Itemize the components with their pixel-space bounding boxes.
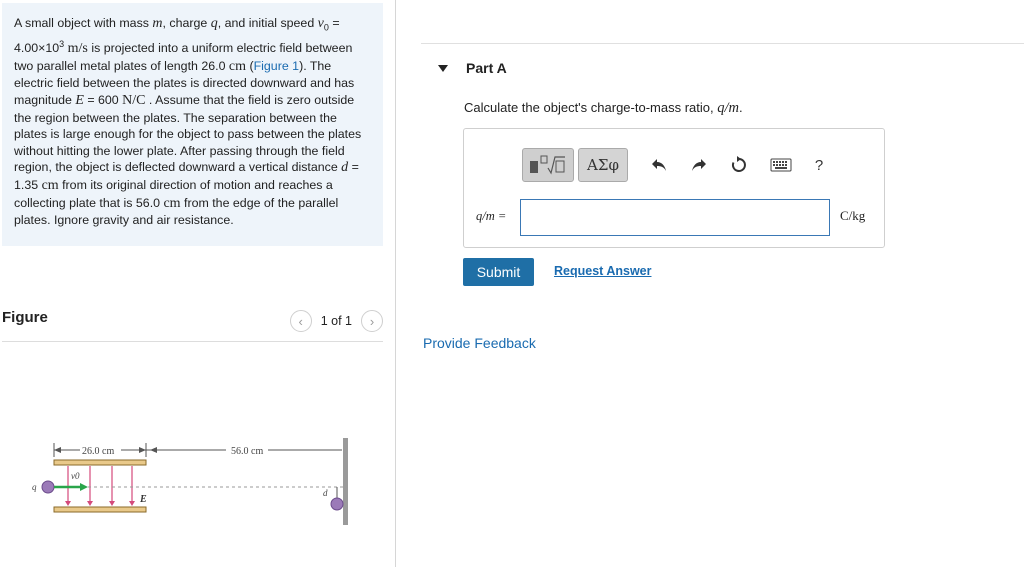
submit-button[interactable]: Submit (463, 258, 534, 286)
answer-unit: C/kg (840, 208, 866, 223)
redo-icon[interactable] (686, 152, 712, 178)
request-answer-link[interactable]: Request Answer (554, 264, 652, 278)
keyboard-icon[interactable] (768, 152, 794, 178)
problem-statement: A small object with mass m, charge q, and initial speed $v_0 = 4.00\times 10^3$ m/s is projected into a uniform electric field between two parallel metal plates of length 26.0 cm (Figure 1). The electric field between the plates is directed downward and has magnitude E = 600 N/C . Assume that the field is zero outside the region between the plates. The separation between the plates is large enough for the object to pass between the plates without hitting the lower plate. After passing through the field region, the object is deflected downward a vertical distance d = 1.35 cm from its original direction of motion and reaches a collecting plate that is 56.0 cm from the edge of the parallel plates. Ignore gravity and air resistance. (2, 3, 383, 246)
label-q: q (32, 482, 37, 492)
math-v0: v (317, 16, 324, 31)
chevron-left-icon[interactable]: ‹ (290, 310, 312, 332)
unit-text: m/s (64, 41, 88, 57)
problem-text: A small object with mass (14, 16, 153, 30)
problem-text: = 600 (83, 92, 123, 107)
templates-button[interactable] (522, 148, 574, 182)
math-q: q (210, 16, 218, 31)
reset-icon[interactable] (726, 152, 752, 178)
problem-text: from the edge of the parallel plates. Ignore gravity and air resistance. (14, 195, 339, 228)
math-v0-sub: 0 (323, 22, 329, 33)
math-exp: 3 (59, 39, 65, 50)
label-v0: v0 (71, 471, 80, 481)
math-d: d (341, 160, 349, 176)
problem-text: = 1.35 (14, 160, 359, 192)
part-title: Part A (466, 60, 507, 76)
unit-text: cm (163, 195, 181, 211)
collapse-caret-icon[interactable] (438, 65, 448, 72)
problem-text: from its original direction of motion and reaches a collecting plate that is 56.0 (14, 177, 333, 210)
answer-input[interactable] (520, 199, 830, 236)
problem-text: , and initial speed (217, 16, 315, 30)
figure-diagram (20, 430, 360, 525)
problem-text: = 4.00×10 (14, 16, 340, 56)
problem-text: is projected into a uniform electric field between two parallel metal plates of length 26.0 (14, 41, 353, 73)
greek-symbols-button[interactable]: ΑΣφ (578, 148, 628, 182)
pager-text: 1 of 1 (320, 314, 352, 328)
answer-label: q/m = (476, 209, 507, 223)
chevron-right-icon[interactable]: › (361, 310, 383, 332)
problem-text: . Assume that the field is zero outside the region between the plates. The separation between the plates is large enough for the object to pass between the plates without hitting the lower plate. After passing through the field region, the object is deflected downward a vertical distance (14, 92, 362, 175)
label-26cm: 26.0 cm (82, 446, 115, 457)
label-E: E (140, 494, 147, 505)
figure-pager (290, 310, 383, 332)
right-panel (397, 0, 1024, 567)
label-d: d (323, 488, 328, 498)
question-math: q/m (717, 100, 739, 116)
undo-icon[interactable] (646, 152, 672, 178)
problem-text: , charge (162, 16, 211, 30)
figure-header (2, 308, 383, 342)
math-toolbar (522, 147, 832, 183)
templates-icon (528, 154, 568, 176)
math-m: m (152, 16, 163, 31)
math-E: E (75, 92, 84, 108)
question-text (464, 100, 743, 117)
question-prefix: Calculate the object's charge-to-mass ratio, (464, 100, 718, 115)
problem-text: ). The electric field between the plates is directed downward and has magnitude (14, 58, 355, 107)
help-button[interactable]: ? (814, 156, 824, 174)
label-56cm: 56.0 cm (231, 446, 264, 457)
question-suffix: . (738, 100, 743, 115)
answer-box (463, 128, 885, 248)
left-panel (0, 0, 396, 567)
unit-text: N/C (122, 92, 146, 108)
unit-text: cm (41, 177, 59, 193)
figure-link[interactable]: Figure 1 (253, 58, 300, 73)
unit-text: cm (228, 58, 247, 74)
part-a-header[interactable] (421, 43, 1024, 95)
provide-feedback-link[interactable]: Provide Feedback (423, 335, 536, 351)
figure-title: Figure (2, 309, 48, 326)
